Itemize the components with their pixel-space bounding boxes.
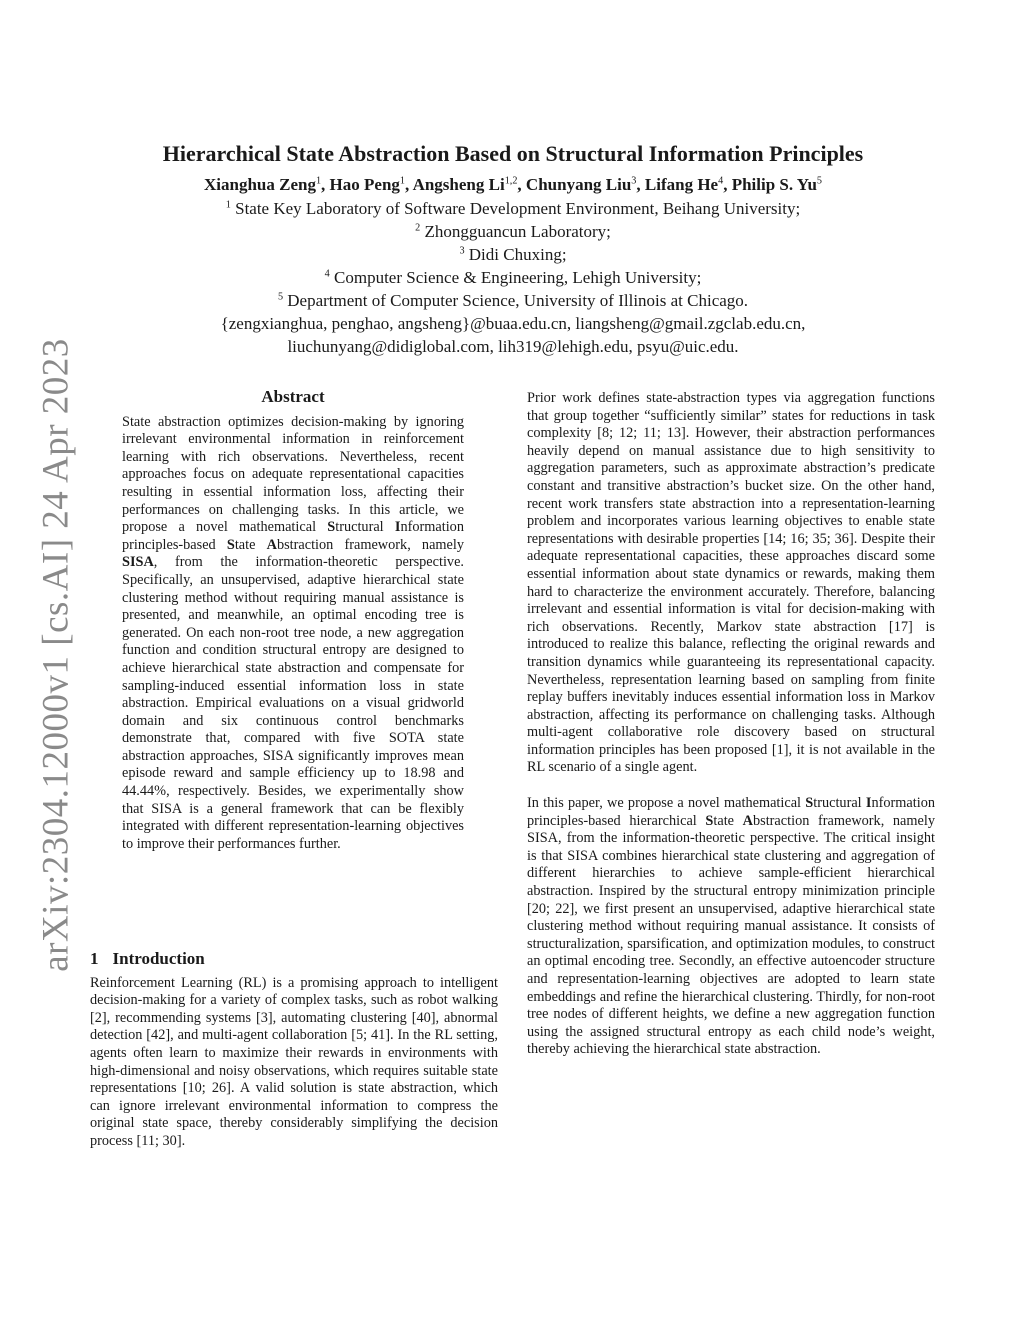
body-text-part: nformation principles-based hierarchical <box>527 795 935 829</box>
affiliation-text: Zhongguancun Laboratory; <box>424 221 611 241</box>
paper-header <box>90 140 936 358</box>
author-name: Hao Peng <box>329 174 400 194</box>
affiliation-sup: 4 <box>324 268 330 280</box>
abstract-text-part: tructural <box>335 519 395 536</box>
affiliation-text: State Key Laboratory of Software Development Environment, Beihang University; <box>235 198 801 218</box>
abstract-bold: A <box>266 536 277 553</box>
abstract-text-part: bstraction framework, namely <box>276 536 464 553</box>
author-name: Angsheng Li <box>412 174 505 194</box>
abstract-section <box>122 388 464 853</box>
introduction-section <box>90 950 498 1151</box>
body-text-part: In this paper, we propose a novel mathematical <box>527 795 806 812</box>
author-name: Xianghua Zeng <box>204 174 316 194</box>
abstract-bold: I <box>394 519 401 536</box>
paper-title: Hierarchical State Abstraction Based on Structural Information Principles <box>162 141 864 166</box>
affiliation <box>90 243 936 266</box>
abstract-text-part: State abstraction optimizes decision-making by ignoring irrelevant environmental information in reinforcement learning with rich observations. Nevertheless, recent approaches focus on adequate representational capacities resulting in essential information loss, affecting their performances on challenging tasks. In this article, we propose a novel mathematical <box>122 413 464 536</box>
abstract-text-part: tate <box>234 536 267 553</box>
affiliation <box>90 197 936 220</box>
abstract-text-part: nformation principles-based <box>122 519 464 553</box>
author-name: Lifang He <box>644 174 719 194</box>
affiliation-text: Computer Science & Engineering, Lehigh University; <box>334 267 702 287</box>
affiliation <box>90 289 936 312</box>
abstract-text <box>122 414 464 854</box>
author-name: Chunyang Liu <box>525 174 632 194</box>
author-sup: 5 <box>816 174 822 186</box>
body-bold: S <box>705 812 714 829</box>
affiliation-list <box>90 197 936 358</box>
affiliation-text: Didi Chuxing; <box>468 244 567 264</box>
email-line: {zengxianghua, penghao, angsheng}@buaa.edu.cn, liangsheng@gmail.zgclab.edu.cn, <box>220 313 806 333</box>
body-text-part: tate <box>713 812 743 829</box>
body-bold: A <box>742 812 753 829</box>
author-sup: 1 <box>315 174 322 186</box>
affiliation-sup: 3 <box>459 245 465 257</box>
affiliation-sup: 1 <box>225 199 231 211</box>
abstract-bold: SISA <box>122 554 154 571</box>
author-sup: 3 <box>631 174 637 186</box>
paragraph-gap <box>527 777 935 795</box>
arxiv-stamp-text: arXiv:2304.12000v1 [cs.AI] 24 Apr 2023 <box>35 338 77 972</box>
author-sup: 1,2 <box>504 174 518 186</box>
body-paragraph: Prior work defines state-abstraction types via aggregation functions that group together “sufficiently similar” states for reductions in task complexity [8; 12; 11; 13]. However, their abstraction performances heavily depend on manual assistance due to high sensitivity to aggregation parameters, such as approximate abstraction’s predicate constant and transitive abstraction’s bucket size. On the other hand, recent work transfers state abstraction into a representation-learning problem and incorporates various learning objectives to enable state representations with desirable properties [14; 16; 35; 36]. Despite their adequate representational capacities, these approaches discard some essential information about state dynamics or rewards, making them hard to characterize the environment accurately. Therefore, balancing irrelevant and essential information is vital for decision-making with rich observations. Recently, Markov state abstraction [17] is introduced to realize this balance, reflecting the original rewards and transition dynamics while guaranteeing its representational capacity. Nevertheless, representation learning based on sampling from finite replay buffers inevitably induces essential information loss in Markov abstraction, affecting its performance on challenging tasks. Although multi-agent collaborative role discovery based on structural information principles has been proposed [1], it is not available in the RL scenario of a single agent. <box>527 390 935 776</box>
section-heading <box>90 950 498 968</box>
affiliation-text: Department of Computer Science, University of Illinois at Chicago. <box>287 290 749 310</box>
section-number: 1 <box>90 949 99 968</box>
body-bold: I <box>865 795 872 812</box>
affiliation-sup: 2 <box>415 222 421 234</box>
abstract-text-part: , from the information-theoretic perspective. Specifically, an unsupervised, adaptive hierarchical state clustering method without requiring manual assistance is presented, and meanwhile, an optimal encoding tree is generated. On each non-root tree node, a new aggregation function and condition structural entropy are designed to achieve hierarchical state abstraction and compensate for sampling-induced essential information loss in state abstraction. Empirical evaluations on a visual gridworld domain and six continuous control benchmarks demonstrate that, compared with five SOTA state abstraction approaches, SISA significantly improves mean episode reward and sample efficiency up to 18.98 and 44.44%, respectively. Besides, we experimentally show that SISA is a general framework that can be flexibly integrated with different representation-learning objectives to improve their performances further. <box>122 554 464 852</box>
introduction-paragraph: Reinforcement Learning (RL) is a promising approach to intelligent decision-making for a variety of complex tasks, such as robot walking [2], recommending systems [3], automating clustering [40], abnormal detection [42], and multi-agent collaboration [5; 41]. In the RL setting, agents often learn to maximize their rewards in environments with high-dimensional and noisy observations, which requires suitable state representations [10; 26]. A valid solution is state abstraction, which can ignore irrelevant environmental information to compress the original state space, thereby considerably simplifying the decision process [11; 30]. <box>90 974 498 1149</box>
author-list: Xianghua Zeng$^1$, Hao Peng$^1$, Angsheng Li$^{1,2}$, Chunyang Liu$^3$, Lifang He$^4$, Philip S. Yu$^5$ <box>204 174 822 194</box>
body-bold: S <box>805 795 814 812</box>
affiliation-sup: 5 <box>277 291 284 303</box>
author-sup: 1 <box>399 174 405 186</box>
author-sup: 4 <box>718 174 724 186</box>
abstract-bold: S <box>226 536 235 553</box>
abstract-heading: Abstract <box>261 387 325 406</box>
body-text-part: tructural <box>813 795 866 812</box>
email-line: liuchunyang@didiglobal.com, lih319@lehigh.edu, psyu@uic.edu. <box>287 336 739 356</box>
body-text-part: bstraction framework, namely SISA, from the information-theoretic perspective. The critical insight is that SISA combines hierarchical state clustering and aggregation of different hierarchies to achieve sample-efficient hierarchical abstraction. Inspired by the structural entropy minimization principle [20; 22], we first present an unsupervised, adaptive hierarchical state clustering method without requiring manual assistance. It consists of structuralization, sparsification, and optimization modules, to construct an optimal encoding tree. Secondly, an effective autoencoder structure and representation-learning objectives are adopted to learn state embeddings and refine the hierarchical clustering. Thirdly, for non-root tree nodes of different heights, we define a new aggregation function using the assigned structural entropy as each child node’s weight, thereby achieving the hierarchical state abstraction. <box>527 812 935 1058</box>
abstract-bold: S <box>327 519 336 536</box>
affiliation <box>90 220 936 243</box>
section-title: Introduction <box>112 949 205 968</box>
right-column <box>527 390 935 1059</box>
author-name: Philip S. Yu <box>731 174 817 194</box>
body-paragraph <box>527 795 935 1059</box>
affiliation <box>90 266 936 289</box>
